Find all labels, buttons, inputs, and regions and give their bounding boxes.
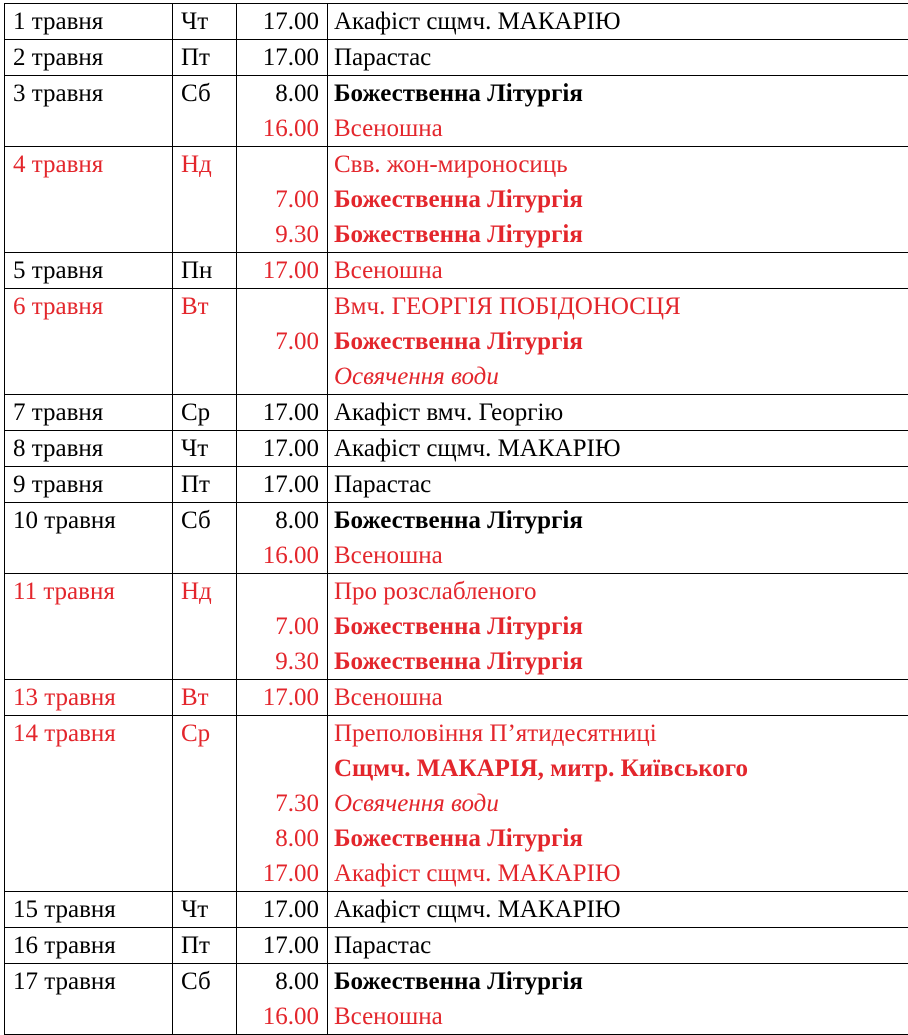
service-name: Сщмч. МАКАРІЯ, митр. Київського <box>334 751 902 786</box>
weekday-cell: Сб <box>173 503 237 574</box>
service-time: 17.00 <box>243 395 319 430</box>
service-time: 17.00 <box>243 431 319 466</box>
service-name: Всеношна <box>334 111 902 146</box>
service-cell <box>328 40 908 76</box>
date-cell: 8 травня <box>5 431 173 467</box>
service-time: 17.00 <box>243 40 319 75</box>
service-name: Акафіст сщмч. МАКАРІЮ <box>334 431 902 466</box>
service-name: Про розслабленого <box>334 574 902 609</box>
service-time: 17.00 <box>243 253 319 288</box>
weekday-cell: Вт <box>173 289 237 395</box>
service-name: Освячення води <box>334 786 902 821</box>
service-name: Акафіст сщмч. МАКАРІЮ <box>334 856 902 891</box>
schedule-row <box>5 574 908 680</box>
schedule-row <box>5 503 908 574</box>
service-time <box>243 359 319 394</box>
service-name: Божественна Літургія <box>334 324 902 359</box>
service-time: 17.00 <box>243 856 319 891</box>
service-name: Всеношна <box>334 538 902 573</box>
weekday-cell: Чт <box>173 892 237 928</box>
service-cell <box>328 503 908 574</box>
service-name: Всеношна <box>334 253 902 288</box>
service-cell <box>328 680 908 716</box>
weekday-cell: Сб <box>173 964 237 1035</box>
service-cell <box>328 467 908 503</box>
service-cell <box>328 289 908 395</box>
service-name: Парастас <box>334 928 902 963</box>
weekday-cell: Нд <box>173 147 237 253</box>
time-cell <box>237 716 328 892</box>
time-cell <box>237 147 328 253</box>
service-name: Акафіст сщмч. МАКАРІЮ <box>334 892 902 927</box>
service-cell <box>328 76 908 147</box>
date-cell: 3 травня <box>5 76 173 147</box>
time-cell <box>237 253 328 289</box>
service-cell <box>328 431 908 467</box>
schedule-row <box>5 892 908 928</box>
service-time: 7.00 <box>243 324 319 359</box>
service-time <box>243 716 319 751</box>
date-cell: 6 травня <box>5 289 173 395</box>
service-time: 8.00 <box>243 964 319 999</box>
weekday-cell: Ср <box>173 716 237 892</box>
time-cell <box>237 395 328 431</box>
service-time: 16.00 <box>243 538 319 573</box>
service-time: 17.00 <box>243 892 319 927</box>
service-time: 7.00 <box>243 182 319 217</box>
date-cell: 4 травня <box>5 147 173 253</box>
service-time: 9.30 <box>243 217 319 252</box>
time-cell <box>237 76 328 147</box>
weekday-cell: Пт <box>173 928 237 964</box>
service-name: Парастас <box>334 40 902 75</box>
weekday-cell: Пт <box>173 40 237 76</box>
time-cell <box>237 40 328 76</box>
service-name: Божественна Літургія <box>334 76 902 111</box>
service-name: Божественна Літургія <box>334 821 902 856</box>
service-name: Божественна Літургія <box>334 217 902 252</box>
service-name: Божественна Літургія <box>334 964 902 999</box>
time-cell <box>237 574 328 680</box>
service-name: Вмч. ГЕОРГІЯ ПОБІДОНОСЦЯ <box>334 289 902 324</box>
service-time: 8.00 <box>243 821 319 856</box>
service-name: Всеношна <box>334 680 902 715</box>
weekday-cell: Чт <box>173 431 237 467</box>
schedule-row <box>5 395 908 431</box>
time-cell <box>237 467 328 503</box>
date-cell: 15 травня <box>5 892 173 928</box>
service-name: Божественна Літургія <box>334 182 902 217</box>
service-cell <box>328 928 908 964</box>
time-cell <box>237 503 328 574</box>
service-time <box>243 147 319 182</box>
weekday-cell: Нд <box>173 574 237 680</box>
time-cell <box>237 680 328 716</box>
service-name: Акафіст сщмч. МАКАРІЮ <box>334 4 902 39</box>
schedule-row <box>5 716 908 892</box>
date-cell: 16 травня <box>5 928 173 964</box>
schedule-row <box>5 76 908 147</box>
service-time: 16.00 <box>243 999 319 1034</box>
schedule-row <box>5 253 908 289</box>
date-cell: 1 травня <box>5 4 173 40</box>
date-cell: 11 травня <box>5 574 173 680</box>
service-time: 17.00 <box>243 467 319 502</box>
schedule-body <box>5 4 908 1035</box>
schedule-table <box>4 3 908 1035</box>
service-time: 8.00 <box>243 76 319 111</box>
service-time: 9.30 <box>243 644 319 679</box>
time-cell <box>237 928 328 964</box>
schedule-row <box>5 289 908 395</box>
date-cell: 5 травня <box>5 253 173 289</box>
service-name: Свв. жон-мироносиць <box>334 147 902 182</box>
service-name: Всеношна <box>334 999 902 1034</box>
service-name: Акафіст вмч. Георгію <box>334 395 902 430</box>
weekday-cell: Пн <box>173 253 237 289</box>
time-cell <box>237 4 328 40</box>
service-cell <box>328 892 908 928</box>
weekday-cell: Пт <box>173 467 237 503</box>
service-name: Парастас <box>334 467 902 502</box>
service-time <box>243 574 319 609</box>
service-time <box>243 751 319 786</box>
schedule-row <box>5 431 908 467</box>
service-cell <box>328 253 908 289</box>
service-cell <box>328 147 908 253</box>
weekday-cell: Вт <box>173 680 237 716</box>
weekday-cell: Чт <box>173 4 237 40</box>
time-cell <box>237 431 328 467</box>
date-cell: 13 травня <box>5 680 173 716</box>
time-cell <box>237 892 328 928</box>
schedule-row <box>5 147 908 253</box>
service-time: 16.00 <box>243 111 319 146</box>
date-cell: 14 травня <box>5 716 173 892</box>
service-time: 8.00 <box>243 503 319 538</box>
service-time: 7.30 <box>243 786 319 821</box>
weekday-cell: Ср <box>173 395 237 431</box>
date-cell: 2 травня <box>5 40 173 76</box>
date-cell: 7 травня <box>5 395 173 431</box>
date-cell: 10 травня <box>5 503 173 574</box>
schedule-row <box>5 680 908 716</box>
date-cell: 17 травня <box>5 964 173 1035</box>
service-name: Божественна Літургія <box>334 503 902 538</box>
schedule-row <box>5 40 908 76</box>
schedule-row <box>5 467 908 503</box>
service-cell <box>328 395 908 431</box>
service-time: 17.00 <box>243 4 319 39</box>
service-cell <box>328 574 908 680</box>
weekday-cell: Сб <box>173 76 237 147</box>
service-cell <box>328 4 908 40</box>
service-name: Преполовіння П’ятидесятниці <box>334 716 902 751</box>
service-time <box>243 289 319 324</box>
service-name: Божественна Літургія <box>334 609 902 644</box>
service-time: 17.00 <box>243 680 319 715</box>
service-cell <box>328 716 908 892</box>
service-name: Освячення води <box>334 359 902 394</box>
date-cell: 9 травня <box>5 467 173 503</box>
schedule-row <box>5 4 908 40</box>
service-time: 7.00 <box>243 609 319 644</box>
service-time: 17.00 <box>243 928 319 963</box>
schedule-row <box>5 928 908 964</box>
time-cell <box>237 289 328 395</box>
service-name: Божественна Літургія <box>334 644 902 679</box>
